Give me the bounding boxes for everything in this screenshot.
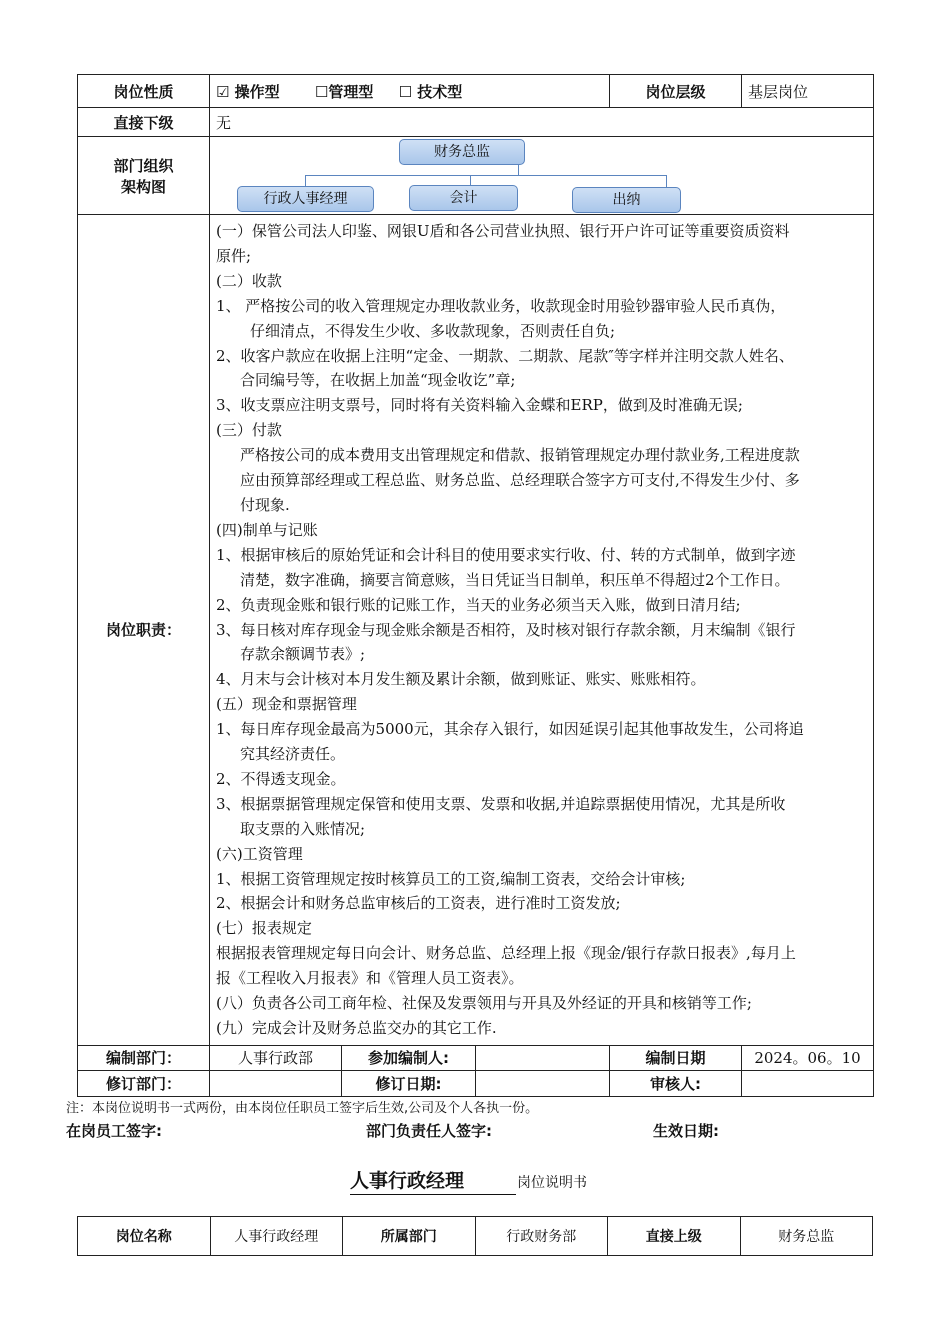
org-chart-label-line2: 架构图 xyxy=(120,177,166,196)
org-connector-horizontal xyxy=(305,175,666,176)
org-node-admin-hr-manager: 行政人事经理 xyxy=(237,186,374,212)
duties-label: 岗位职责： xyxy=(78,215,210,1046)
duty-line: 2、根据会计和财务总监审核后的工资表，进行准时工资发放; xyxy=(216,894,621,913)
org-chart-cell xyxy=(210,137,874,215)
duty-line: 严格按公司的成本费用支出管理规定和借款、报销管理规定办理付款业务,工程进度款 xyxy=(240,446,800,465)
duty-line: (二）收款 xyxy=(216,271,282,290)
duty-line: (七）报表规定 xyxy=(216,919,312,938)
second-doc-table xyxy=(77,1216,873,1256)
duty-line: 2、不得透支现金。 xyxy=(216,769,346,788)
revise-dept-label: 修订部门： xyxy=(78,1070,210,1096)
org-chart xyxy=(210,138,873,214)
supervisor-label: 直接上级 xyxy=(608,1217,741,1256)
org-chart-label-line1: 部门组织 xyxy=(113,156,174,175)
position-name-label: 岗位名称 xyxy=(78,1217,211,1256)
revise-date-value[interactable] xyxy=(476,1070,610,1096)
revise-dept-value[interactable] xyxy=(210,1070,342,1096)
duty-line: (三）付款 xyxy=(216,421,282,440)
participant-label: 参加编制人: xyxy=(342,1045,476,1070)
option-technical[interactable]: ☐ 技术型 xyxy=(398,82,463,101)
duty-line: 原件; xyxy=(216,246,252,265)
org-connector-left xyxy=(305,175,306,187)
subordinate-value: 无 xyxy=(210,108,874,137)
duty-line: 3、每日核对库存现金与现金账余额是否相符，及时核对银行存款余额，月末编制《银行 xyxy=(216,620,796,639)
duty-line: 1、 严格按公司的收入管理规定办理收款业务，收款现金时用验钞器审验人民币真伪， xyxy=(216,296,786,315)
duty-line: 存款余额调节表》; xyxy=(240,645,366,664)
duty-line: 根据报表管理规定每日向会计、财务总监、总经理上报《现金/银行存款日报表》,每月上 xyxy=(216,944,796,963)
compile-dept-value: 人事行政部 xyxy=(210,1045,342,1070)
auditor-label: 审核人: xyxy=(610,1070,742,1096)
org-node-accountant: 会计 xyxy=(409,185,518,211)
compile-dept-label: 编制部门： xyxy=(78,1045,210,1070)
duty-line: (四)制单与记账 xyxy=(216,520,318,539)
duty-line: (五）现金和票据管理 xyxy=(216,695,357,714)
duty-line: 取支票的入账情况; xyxy=(240,819,366,838)
duty-line: (九）完成会计及财务总监交办的其它工作. xyxy=(216,1019,497,1037)
org-chart-label xyxy=(78,137,210,215)
second-doc-title: 人事行政经理 xyxy=(350,1166,516,1195)
supervisor-value: 财务总监 xyxy=(740,1217,873,1256)
duty-line: 付现象. xyxy=(240,495,290,514)
level-value: 基层岗位 xyxy=(742,75,874,108)
nature-options xyxy=(210,75,610,108)
participant-value[interactable] xyxy=(476,1045,610,1070)
second-doc-title-row xyxy=(350,1166,587,1195)
dept-head-signature-label: 部门负责任人签字: xyxy=(366,1122,492,1140)
duty-line: 2、负责现金账和银行账的记账工作，当天的业务必须当天入账，做到日清月结; xyxy=(216,595,741,614)
job-description-table xyxy=(77,74,874,1097)
department-value: 行政财务部 xyxy=(475,1217,608,1256)
org-connector-right xyxy=(666,175,667,187)
level-label: 岗位层级 xyxy=(610,75,742,108)
duty-line: (一）保管公司法人印鉴、网银U盾和各公司营业执照、银行开户许可证等重要资质资料 xyxy=(216,222,790,240)
duty-line: 2、收客户款应在收据上注明“定金、一期款、二期款、尾款″等字样并注明交款人姓名、 xyxy=(216,346,794,365)
duty-line: 报《工程收入月报表》和《管理人员工资表》。 xyxy=(216,969,524,988)
duty-line: 4、月末与会计核对本月发生额及累计余额，做到账证、账实、账账相符。 xyxy=(216,670,706,689)
duties-content xyxy=(210,215,874,1046)
duty-line: 仔细清点，不得发生少收、多收款现象，否则责任自负; xyxy=(250,321,616,340)
option-operation[interactable]: ☑ 操作型 xyxy=(216,82,280,101)
duty-line: (六)工资管理 xyxy=(216,844,303,863)
compile-date-label: 编制日期 xyxy=(610,1045,742,1070)
duty-line: 应由预算部经理或工程总监、财务总监、总经理联合签字方可支付,不得发生少付、多 xyxy=(240,471,800,490)
auditor-value[interactable] xyxy=(742,1070,874,1096)
employee-signature-label: 在岗员工签字: xyxy=(66,1122,162,1140)
duty-line: 清楚，数字准确，摘要言简意赅，当日凭证当日制单，积压单不得超过2个工作日。 xyxy=(240,570,790,589)
revise-date-label: 修订日期: xyxy=(342,1070,476,1096)
org-node-cashier: 出纳 xyxy=(572,187,681,213)
nature-label: 岗位性质 xyxy=(78,75,210,108)
duty-line: 1、根据工资管理规定按时核算员工的工资,编制工资表，交给会计审核; xyxy=(216,869,686,888)
second-doc-subtitle: 岗位说明书 xyxy=(517,1175,587,1191)
effective-date-label: 生效日期: xyxy=(653,1122,719,1140)
compile-date-value: 2024。06。10 xyxy=(742,1045,874,1070)
duty-line: 究其经济责任。 xyxy=(240,745,346,764)
duty-line: 1、根据审核后的原始凭证和会计科目的使用要求实行收、付、转的方式制单，做到字迹 xyxy=(216,545,796,564)
duty-line: 3、根据票据管理规定保管和使用支票、发票和收据,并追踪票据使用情况，尤其是所收 xyxy=(216,794,786,813)
option-management[interactable]: ☐管理型 xyxy=(314,82,374,101)
position-name-value: 人事行政经理 xyxy=(210,1217,343,1256)
duty-line: 1、每日库存现金最高为5000元，其余存入银行，如因延误引起其他事故发生，公司将追 xyxy=(216,720,804,739)
org-node-finance-director: 财务总监 xyxy=(399,139,525,165)
duty-line: 合同编号等，在收据上加盖“现金收讫”章; xyxy=(240,371,516,390)
department-label: 所属部门 xyxy=(343,1217,476,1256)
note-text: 注：本岗位说明书一式两份，由本岗位任职员工签字后生效,公司及个人各执一份。 xyxy=(66,1101,539,1116)
duty-line: 3、收支票应注明支票号，同时将有关资料输入金蝶和ERP，做到及时准确无误; xyxy=(216,396,743,415)
subordinate-label: 直接下级 xyxy=(78,108,210,137)
duty-line: (八）负责各公司工商年检、社保及发票领用与开具及外经证的开具和核销等工作; xyxy=(216,994,752,1013)
